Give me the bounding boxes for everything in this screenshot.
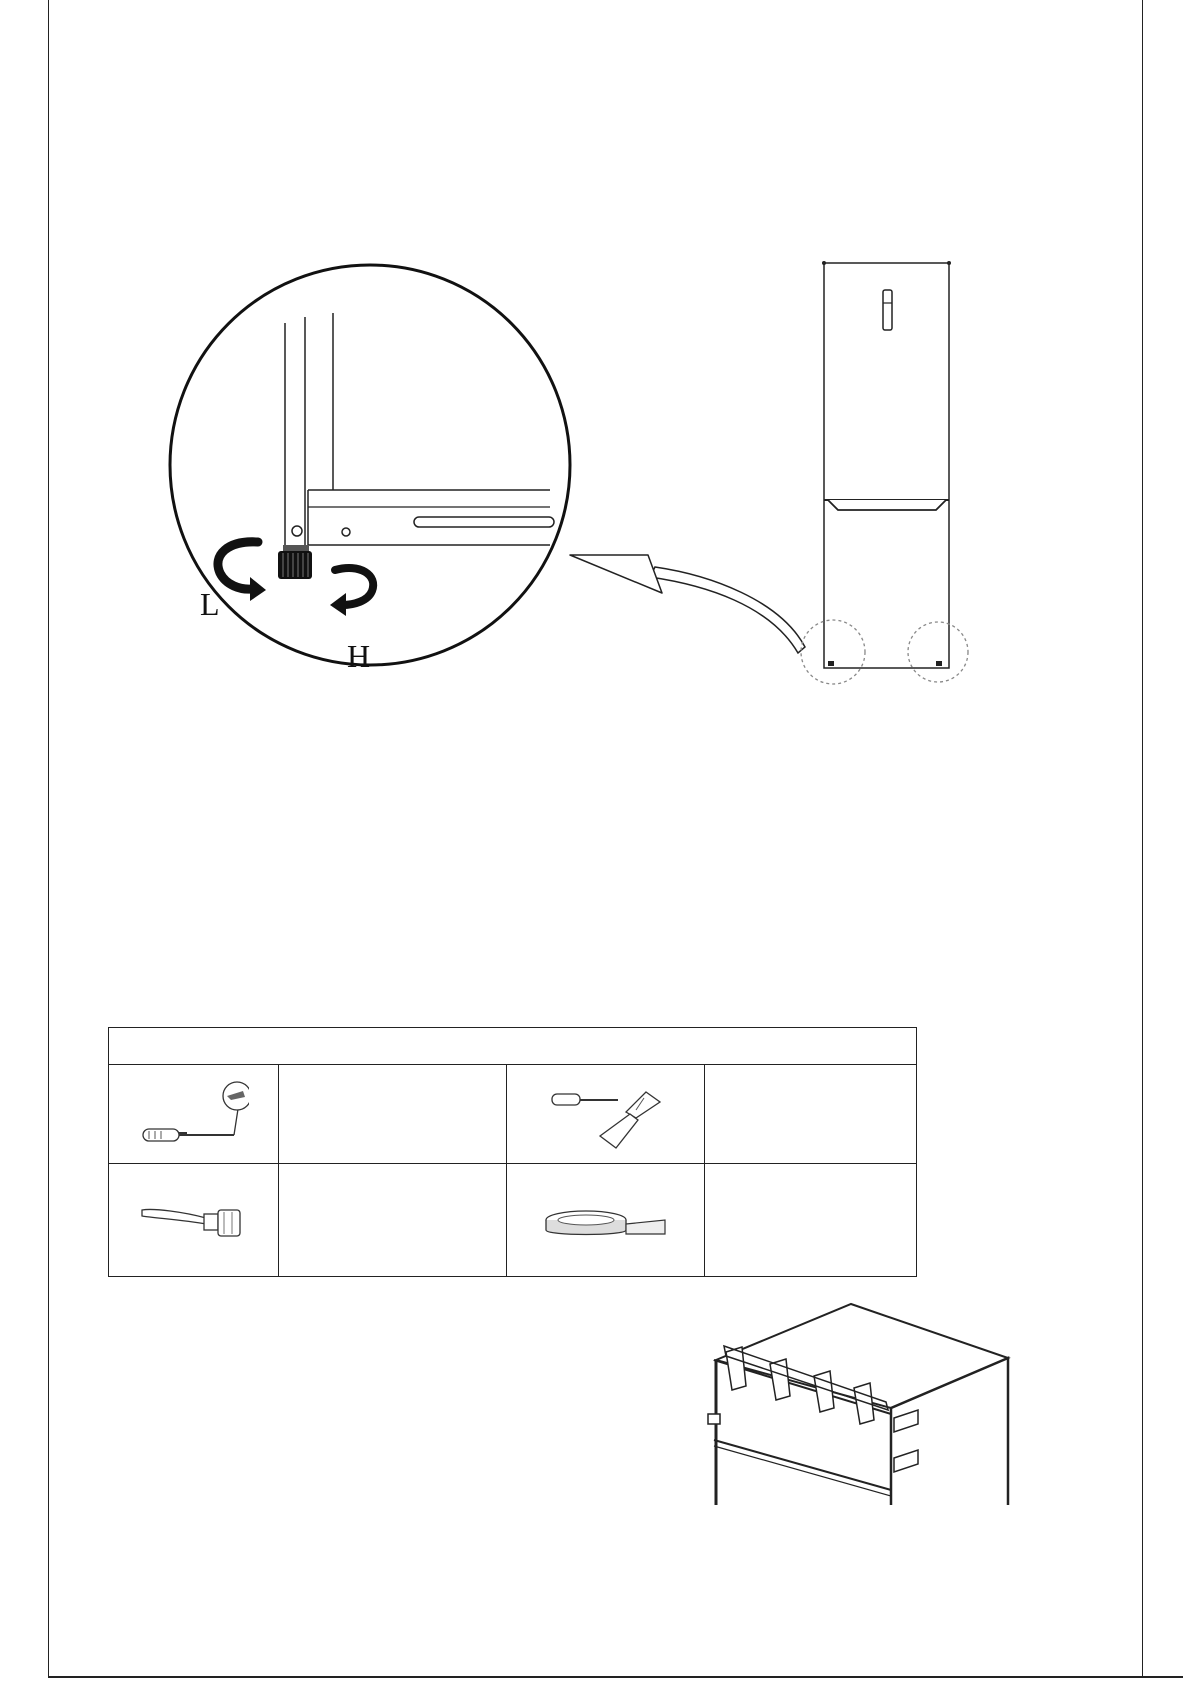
tools-table [108,1027,917,1277]
tools-table-header [109,1028,917,1065]
tool-cell [109,1065,279,1164]
label-high: H [347,638,371,674]
page-border-right [1142,0,1143,1676]
tool-description [279,1164,507,1277]
adhesive-tape-roll-icon [541,1190,671,1250]
adjustable-foot-icon [278,545,312,579]
callout-arrow-icon [570,555,805,653]
hex-socket-wrench-icon [134,1190,254,1250]
tool-cell [507,1065,705,1164]
page-border-bottom [48,1676,1183,1678]
tool-description [705,1065,917,1164]
magnified-detail [170,265,570,674]
tool-cell [507,1164,705,1277]
tool-cell [109,1164,279,1277]
tool-description [705,1164,917,1277]
leveling-foot-figure [150,255,970,715]
label-low: L [200,586,220,622]
page-border-left [48,0,49,1676]
fridge-outline-icon [801,261,968,684]
tool-description [279,1065,507,1164]
flat-screwdriver-putty-knife-icon [546,1074,666,1154]
fridge-top-taped-icon [706,1290,1016,1505]
phillips-screwdriver-icon [139,1079,249,1149]
